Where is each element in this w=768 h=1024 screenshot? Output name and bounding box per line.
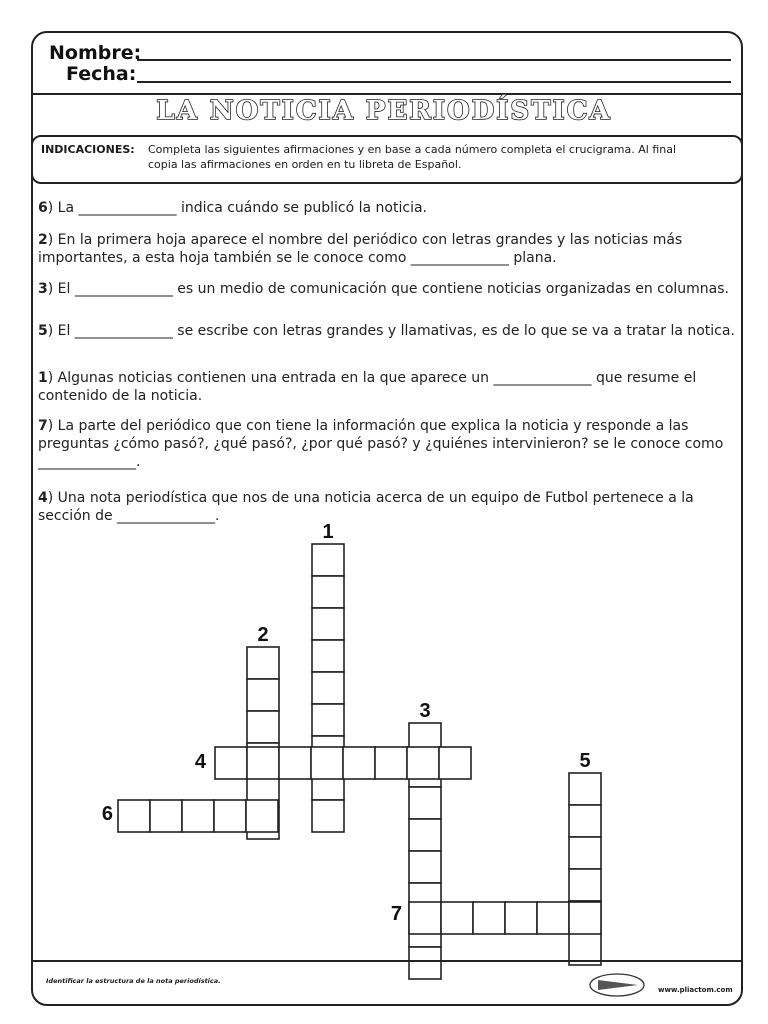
- statement-number: 2: [38, 232, 48, 248]
- name-label: Nombre:: [49, 42, 142, 64]
- crossword-cell[interactable]: [312, 608, 344, 640]
- crossword-cell[interactable]: [247, 679, 279, 711]
- crossword-cell[interactable]: [569, 805, 601, 837]
- statement-text: Una nota periodística que nos de una noticia acerca de un equipo de Futbol pertenece a la sección de ______________.: [38, 490, 694, 524]
- crossword-cell[interactable]: [247, 747, 279, 779]
- statement-5: 5) El ______________ se escribe con letras grandes y llamativas, es de lo que se va a tratar la notica.: [38, 323, 735, 339]
- crossword-cell[interactable]: [409, 819, 441, 851]
- instructions-text: Completa las siguientes afirmaciones y en base a cada número completa el crucigrama. Al final copia las afirmaciones en orden en tu libreta de Español.: [148, 143, 677, 171]
- crossword-clue-number: 1: [322, 521, 334, 543]
- crossword-cell[interactable]: [247, 711, 279, 743]
- crossword-cell[interactable]: [407, 747, 439, 779]
- statement-2: 2) En la primera hoja aparece el nombre del periódico con letras grandes y las noticias más importantes, a esta hoja también se le conoce como ______________ plana.: [38, 232, 683, 266]
- crossword-cell[interactable]: [312, 800, 344, 832]
- statement-4: 4) Una nota periodística que nos de una noticia acerca de un equipo de Futbol pertenece a la sección de ______________.: [38, 490, 694, 524]
- crossword-cell[interactable]: [473, 902, 505, 934]
- crossword-cell[interactable]: [312, 640, 344, 672]
- footer-website: www.pliactom.com: [658, 986, 733, 994]
- statement-6: 6) La ______________ indica cuándo se publicó la noticia.: [38, 200, 427, 216]
- crossword-clue-number: 6: [101, 803, 113, 825]
- statement-number: 1: [38, 370, 48, 386]
- publisher-logo-icon: [588, 972, 646, 998]
- statement-text: En la primera hoja aparece el nombre del periódico con letras grandes y las noticias más importantes, a esta hoja también se le conoce como ______________ plana.: [38, 232, 683, 266]
- crossword-clue-number: 7: [390, 903, 402, 925]
- crossword-cell[interactable]: [343, 747, 375, 779]
- crossword-cell[interactable]: [569, 902, 601, 934]
- crossword-cell[interactable]: [569, 869, 601, 901]
- page-title: LA NOTICIA PERIODÍSTICA: [156, 96, 612, 126]
- crossword-cell[interactable]: [375, 747, 407, 779]
- crossword-cell[interactable]: [246, 800, 278, 832]
- crossword-cell[interactable]: [312, 672, 344, 704]
- crossword-clue-number: 3: [419, 700, 431, 722]
- statement-number: 5: [38, 323, 48, 339]
- crossword-cell[interactable]: [569, 837, 601, 869]
- statement-number: 7: [38, 418, 48, 434]
- crossword-cell[interactable]: [118, 800, 150, 832]
- crossword-cell[interactable]: [537, 902, 569, 934]
- crossword-cell[interactable]: [409, 851, 441, 883]
- crossword-cell[interactable]: [279, 747, 311, 779]
- crossword-cell[interactable]: [505, 902, 537, 934]
- statement-number: 3: [38, 281, 48, 297]
- crossword-cell[interactable]: [182, 800, 214, 832]
- instructions-label: INDICACIONES:: [41, 143, 135, 156]
- crossword-cell[interactable]: [409, 787, 441, 819]
- statement-1: 1) Algunas noticias contienen una entrada en la que aparece un ______________ que resume el contenido de la noticia.: [38, 370, 697, 404]
- statement-text: La ______________ indica cuándo se publicó la noticia.: [57, 200, 427, 216]
- statement-number: 4: [38, 490, 48, 506]
- date-label: Fecha:: [66, 63, 137, 85]
- statement-text: El ______________ es un medio de comunicación que contiene noticias organizadas en columnas.: [57, 281, 729, 297]
- crossword-clue-number: 4: [194, 751, 206, 773]
- crossword-cell[interactable]: [247, 647, 279, 679]
- crossword-cell[interactable]: [409, 902, 441, 934]
- crossword-clue-number: 2: [257, 624, 269, 646]
- crossword-cell[interactable]: [311, 747, 343, 779]
- crossword-cell[interactable]: [312, 576, 344, 608]
- statement-number: 6: [38, 200, 48, 216]
- statement-7: 7) La parte del periódico que con tiene la información que explica la noticia y responde a las preguntas ¿cómo pasó?, ¿qué pasó?, ¿por qué pasó? y ¿quiénes intervinieron? se le conoce como ______________.: [38, 418, 724, 470]
- statement-text: La parte del periódico que con tiene la información que explica la noticia y responde a las preguntas ¿cómo pasó?, ¿qué pasó?, ¿por qué pasó? y ¿quiénes intervinieron? se le conoce como ______________.: [38, 418, 724, 470]
- crossword-cell[interactable]: [215, 747, 247, 779]
- statement-text: El ______________ se escribe con letras grandes y llamativas, es de lo que se va a tratar la notica.: [57, 323, 735, 339]
- footer-divider: [33, 960, 741, 962]
- crossword-cell[interactable]: [150, 800, 182, 832]
- crossword-cell[interactable]: [441, 902, 473, 934]
- crossword-cell[interactable]: [312, 704, 344, 736]
- statement-text: Algunas noticias contienen una entrada en la que aparece un ______________ que resume el contenido de la noticia.: [38, 370, 697, 404]
- statement-3: 3) El ______________ es un medio de comunicación que contiene noticias organizadas en columnas.: [38, 281, 729, 297]
- crossword-clue-number: 5: [579, 750, 591, 772]
- crossword-cell[interactable]: [214, 800, 246, 832]
- crossword-cell[interactable]: [312, 544, 344, 576]
- crossword-cell[interactable]: [409, 947, 441, 979]
- crossword-cell[interactable]: [439, 747, 471, 779]
- footer-objective: Identificar la estructura de la nota periodística.: [46, 977, 221, 985]
- crossword-cell[interactable]: [569, 773, 601, 805]
